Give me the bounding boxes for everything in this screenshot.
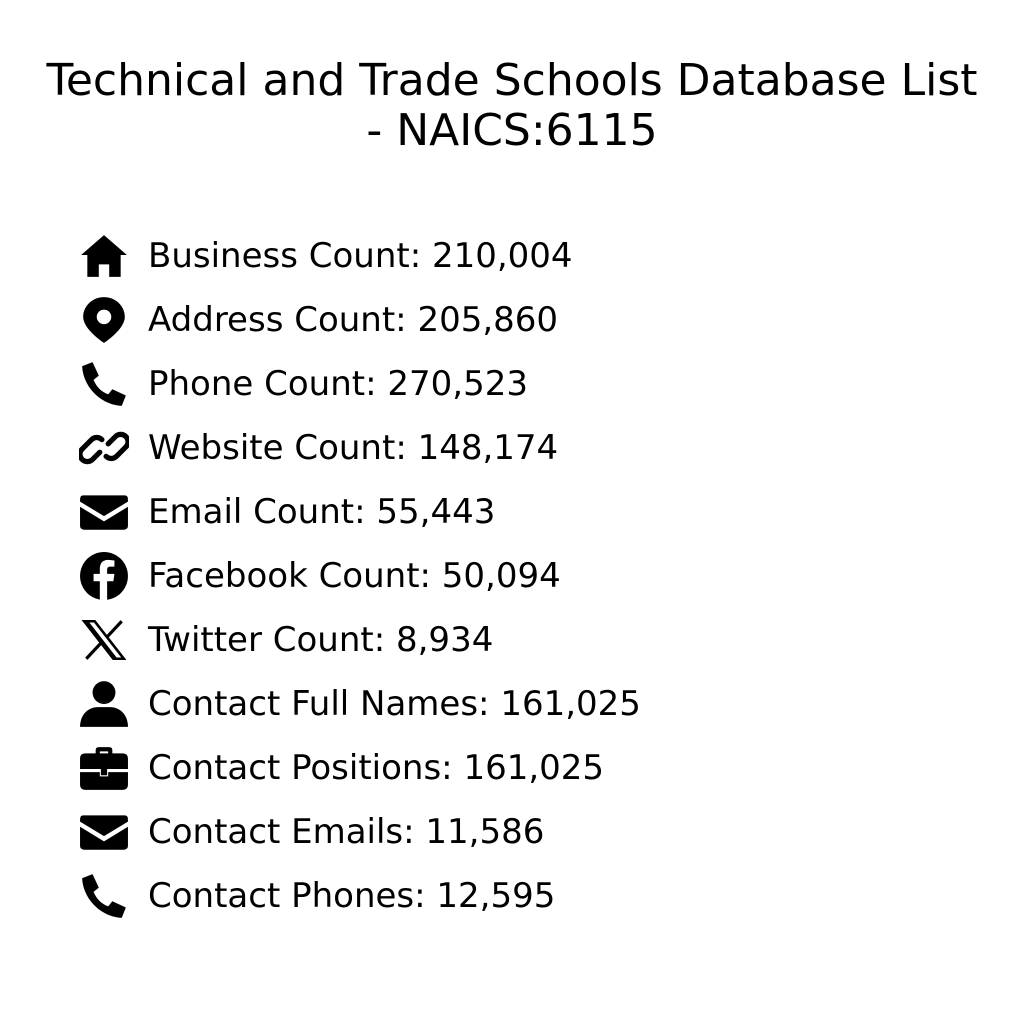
stat-website-count [78,416,978,480]
stat-label: Contact Phones: 12,595 [148,876,556,916]
envelope-icon [78,806,130,858]
stat-label: Contact Emails: 11,586 [148,812,545,852]
stat-contact-full-names [78,672,978,736]
stat-twitter-count [78,608,978,672]
stat-label: Phone Count: 270,523 [148,364,528,404]
link-icon [78,422,130,474]
stat-label: Business Count: 210,004 [148,236,573,276]
stat-label: Contact Positions: 161,025 [148,748,605,788]
stats-list [78,224,978,928]
x-twitter-icon [78,614,130,666]
stat-contact-positions [78,736,978,800]
user-icon [78,678,130,730]
stat-label: Website Count: 148,174 [148,428,559,468]
stat-contact-phones [78,864,978,928]
stat-email-count [78,480,978,544]
stat-label: Contact Full Names: 161,025 [148,684,641,724]
briefcase-icon [78,742,130,794]
stat-label: Email Count: 55,443 [148,492,496,532]
stat-address-count [78,288,978,352]
stat-label: Twitter Count: 8,934 [148,620,494,660]
phone-icon [78,870,130,922]
stat-facebook-count [78,544,978,608]
stat-label: Facebook Count: 50,094 [148,556,561,596]
home-icon [78,230,130,282]
envelope-icon [78,486,130,538]
stat-label: Address Count: 205,860 [148,300,559,340]
stat-phone-count [78,352,978,416]
page-title: Technical and Trade Schools Database List - NAICS:6115 [46,55,978,156]
stat-business-count [78,224,978,288]
facebook-icon [78,550,130,602]
stat-contact-emails [78,800,978,864]
phone-icon [78,358,130,410]
map-pin-icon [78,294,130,346]
